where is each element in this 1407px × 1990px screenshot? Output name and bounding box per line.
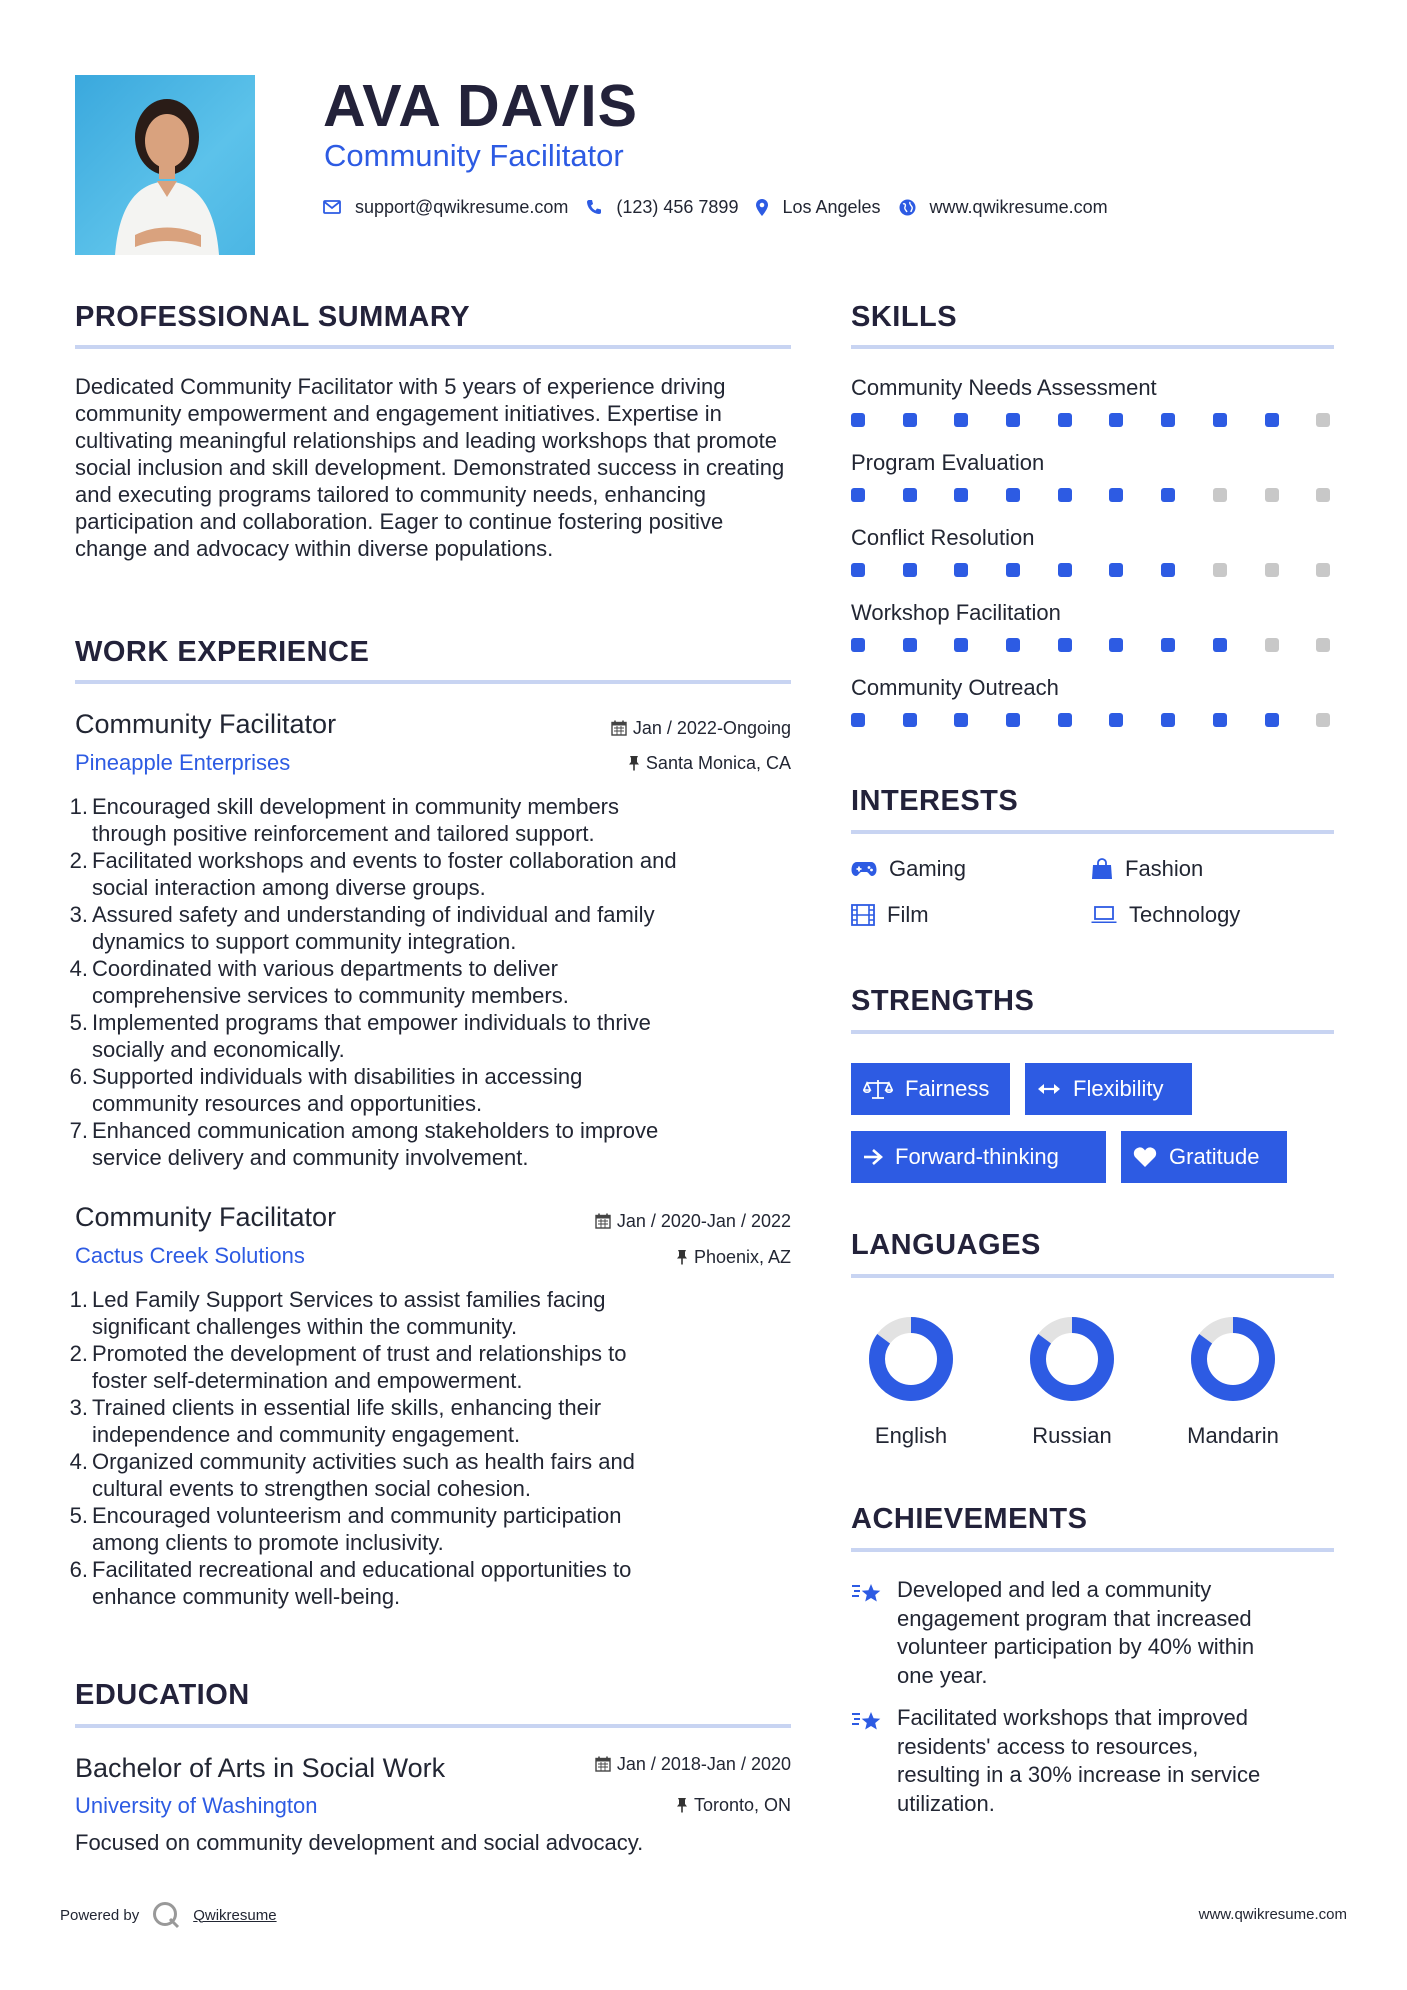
skill-dot-filled [903, 563, 917, 577]
footer-site[interactable]: www.qwikresume.com [1198, 1906, 1347, 1923]
skill-dot-filled [1058, 488, 1072, 502]
skill-name: Program Evaluation [851, 450, 1045, 475]
skill-dot-empty [1265, 488, 1279, 502]
skill-dot-filled [851, 563, 865, 577]
skill-dot-empty [1316, 563, 1330, 577]
summary-heading: PROFESSIONAL SUMMARY [75, 301, 471, 333]
education-date [440, 1752, 791, 1776]
list-item: 5. Encouraged volunteerism and community participation among clients to promote inclusivity. [69, 1503, 622, 1555]
skill-dot-filled [1006, 713, 1020, 727]
skill-dot-filled [954, 563, 968, 577]
footer-powered-by [60, 1900, 277, 1930]
achievement-1-line-4: one year. [897, 1662, 988, 1688]
job-1-bullets [68, 793, 798, 1171]
phone-icon [586, 199, 602, 215]
star-shooting-icon [851, 1708, 883, 1736]
skill-dot-filled [1058, 413, 1072, 427]
skill-dot-empty [1265, 563, 1279, 577]
contact-phone-text: (123) 456 7899 [616, 196, 739, 217]
powered-by-text: Powered by [60, 1906, 140, 1924]
skill-dot-filled [1109, 488, 1123, 502]
thumbtack-icon [676, 1797, 688, 1813]
skill-dot-filled [903, 413, 917, 427]
skill-dot-filled [1213, 638, 1227, 652]
job-2-date-text: Jan / 2020-Jan / 2022 [616, 1211, 791, 1231]
arrows-horizontal-icon [1037, 1082, 1061, 1096]
job-2-location-text: Phoenix, AZ [693, 1247, 791, 1267]
language-name: Russian [1032, 1423, 1112, 1448]
arrow-right-icon [863, 1148, 883, 1166]
interest-film [851, 902, 929, 928]
thumbtack-icon [676, 1249, 688, 1265]
laptop-icon [1091, 906, 1117, 924]
job-1-location-text: Santa Monica, CA [645, 753, 791, 773]
interest-fashion [1091, 856, 1203, 882]
job-2-location [440, 1245, 791, 1269]
job-1-company: Pineapple Enterprises [75, 750, 291, 775]
contact-website[interactable] [899, 197, 1108, 218]
education-rule [75, 1724, 791, 1728]
skill-dot-filled [954, 488, 968, 502]
contact-location [756, 197, 880, 218]
language-name: English [874, 1423, 948, 1448]
skill-name: Workshop Facilitation [851, 600, 1061, 625]
skill-dot-filled [1109, 413, 1123, 427]
skill-dot-filled [1006, 488, 1020, 502]
contact-email[interactable] [323, 197, 568, 218]
skill-dot-filled [1161, 713, 1175, 727]
summary-rule [75, 345, 791, 349]
achievement-1-line-1: Developed and led a community [897, 1577, 1212, 1602]
skill-dot-filled [1265, 413, 1279, 427]
list-item: 2. Promoted the development of trust and relationships to foster self-determination and empowerment. [69, 1341, 627, 1393]
skill-dot-filled [1265, 713, 1279, 727]
education-school: University of Washington [75, 1793, 318, 1818]
interest-fashion-label: Fashion [1125, 856, 1204, 881]
language-item [1002, 1314, 1142, 1449]
skill-dot-filled [954, 413, 968, 427]
list-item: 3. Assured safety and understanding of individual and family dynamics to support community integration. [69, 902, 655, 954]
interest-gaming-label: Gaming [889, 856, 967, 881]
shopping-bag-icon [1091, 858, 1113, 880]
skill-dot-filled [903, 488, 917, 502]
candidate-title: Community Facilitator [324, 138, 624, 173]
interest-technology-label: Technology [1129, 902, 1241, 927]
achievement-2-line-4: utilization. [897, 1790, 995, 1816]
skill-name: Community Needs Assessment [851, 375, 1157, 400]
skill-dot-filled [851, 488, 865, 502]
strength-flexibility-label: Flexibility [1073, 1076, 1164, 1101]
skill-item [851, 374, 1341, 449]
map-marker-icon [756, 199, 768, 216]
skill-dot-filled [1058, 563, 1072, 577]
star-shooting-icon [851, 1580, 883, 1608]
language-ring [841, 1314, 981, 1404]
skill-rating [851, 563, 1341, 577]
list-item: 6. Supported individuals with disabilities in accessing community resources and opportunities. [69, 1064, 583, 1116]
interest-film-label: Film [887, 902, 929, 927]
skills-rule [851, 345, 1334, 349]
interests-heading: INTERESTS [851, 785, 1019, 817]
skill-name: Community Outreach [851, 675, 1059, 700]
language-ring [1002, 1314, 1142, 1404]
skill-item [851, 674, 1341, 749]
skill-dot-filled [1058, 638, 1072, 652]
education-location-text: Toronto, ON [693, 1795, 791, 1815]
list-item: 3. Trained clients in essential life skills, enhancing their independence and community engagement. [69, 1395, 602, 1447]
language-item [1163, 1314, 1303, 1449]
strengths-rule [851, 1030, 1334, 1034]
skill-rating [851, 638, 1341, 652]
list-item: 2. Facilitated workshops and events to foster collaboration and social interaction among diverse groups. [69, 848, 677, 900]
strength-fairness [851, 1063, 1010, 1115]
interest-technology [1091, 902, 1240, 928]
achievement-1 [851, 1576, 1341, 1690]
strength-fairness-label: Fairness [905, 1076, 990, 1101]
job-2-company: Cactus Creek Solutions [75, 1243, 305, 1268]
job-2-title: Community Facilitator [75, 1202, 337, 1232]
contact-phone[interactable] [586, 197, 738, 218]
job-2-date [440, 1209, 791, 1233]
achievement-1-line-3: volunteer participation by 40% within [897, 1634, 1255, 1659]
skill-dot-filled [1109, 563, 1123, 577]
language-item [841, 1314, 981, 1449]
skill-rating [851, 488, 1341, 502]
strength-gratitude-label: Gratitude [1169, 1144, 1260, 1169]
skill-dot-filled [1161, 413, 1175, 427]
achievement-2-line-2: residents' access to resources, [897, 1733, 1199, 1759]
strength-forward-thinking [851, 1131, 1106, 1183]
skill-rating [851, 713, 1341, 727]
thumbtack-icon [628, 755, 640, 771]
list-item: 1. Led Family Support Services to assist families facing significant challenges within the community. [69, 1287, 606, 1339]
language-ring [1163, 1314, 1303, 1404]
contact-bar [323, 193, 1112, 221]
profile-photo [75, 75, 255, 255]
experience-heading: WORK EXPERIENCE [75, 636, 370, 668]
strength-flexibility [1025, 1063, 1192, 1115]
summary-text: Dedicated Community Facilitator with 5 years of experience driving community empowerment and engagement initiatives. Expertise in cultivating meaningful relationships and leading workshops that promote social inclusion and skill development. Demonstrated success in creating and executing programs tailored to community needs, enhancing participation and collaboration. Eager to continue fostering positive change and advocacy within diverse populations. [75, 374, 785, 561]
skill-dot-filled [1006, 563, 1020, 577]
gamepad-icon [851, 861, 877, 877]
skills-list [851, 374, 1341, 749]
contact-website-text: www.qwikresume.com [929, 196, 1108, 217]
calendar-icon [595, 1756, 611, 1772]
skills-heading: SKILLS [851, 301, 958, 333]
languages-list [841, 1314, 1341, 1454]
skill-dot-filled [851, 638, 865, 652]
globe-icon [899, 199, 916, 216]
skill-item [851, 449, 1341, 524]
skill-dot-filled [1109, 713, 1123, 727]
balance-scale-icon [863, 1078, 893, 1100]
language-name: Mandarin [1187, 1423, 1279, 1448]
skill-dot-filled [1006, 638, 1020, 652]
strength-gratitude [1121, 1131, 1287, 1183]
education-date-text: Jan / 2018-Jan / 2020 [616, 1754, 791, 1774]
skill-dot-filled [1109, 638, 1123, 652]
job-2-bullets [68, 1286, 798, 1610]
skill-item [851, 524, 1341, 599]
calendar-icon [595, 1213, 611, 1229]
skill-dot-empty [1316, 638, 1330, 652]
skill-name: Conflict Resolution [851, 525, 1035, 550]
skill-dot-filled [954, 713, 968, 727]
skill-dot-filled [1161, 488, 1175, 502]
envelope-icon [323, 200, 341, 214]
skill-dot-empty [1213, 563, 1227, 577]
job-1-title: Community Facilitator [75, 709, 337, 739]
education-heading: EDUCATION [75, 1679, 250, 1711]
list-item: 6. Facilitated recreational and educational opportunities to enhance community well-being. [69, 1557, 632, 1609]
languages-rule [851, 1274, 1334, 1278]
list-item: 7. Enhanced communication among stakeholders to improve service delivery and community involvement. [69, 1118, 659, 1170]
achievement-2-line-3: resulting in a 30% increase in service [897, 1762, 1261, 1787]
achievement-1-line-2: engagement program that increased [897, 1605, 1252, 1631]
candidate-name: AVA DAVIS [323, 73, 638, 139]
education-note: Focused on community development and social advocacy. [75, 1830, 644, 1855]
list-item: 4. Organized community activities such as health fairs and cultural events to strengthen social cohesion. [69, 1449, 635, 1501]
skill-dot-filled [1161, 638, 1175, 652]
list-item: 1. Encouraged skill development in community members through positive reinforcement and tailored support. [69, 794, 620, 846]
skill-dot-filled [903, 713, 917, 727]
skill-dot-filled [851, 413, 865, 427]
skill-dot-empty [1316, 713, 1330, 727]
contact-location-text: Los Angeles [782, 196, 881, 217]
skill-dot-filled [1161, 563, 1175, 577]
skill-dot-filled [851, 713, 865, 727]
skill-dot-empty [1265, 638, 1279, 652]
qwikresume-logo-icon [151, 1900, 181, 1930]
calendar-icon [611, 720, 627, 736]
job-1-date [440, 716, 791, 740]
education-degree: Bachelor of Arts in Social Work [75, 1753, 446, 1783]
job-1-date-text: Jan / 2022-Ongoing [632, 718, 791, 738]
skill-item [851, 599, 1341, 674]
skill-rating [851, 413, 1341, 427]
list-item: 4. Coordinated with various departments to deliver comprehensive services to community members. [69, 956, 569, 1008]
strength-forward-thinking-label: Forward-thinking [895, 1144, 1059, 1169]
interest-gaming [851, 856, 966, 882]
skill-dot-filled [1213, 713, 1227, 727]
skill-dot-empty [1316, 413, 1330, 427]
skill-dot-filled [954, 638, 968, 652]
skill-dot-filled [1058, 713, 1072, 727]
brand-link[interactable]: Qwikresume [193, 1906, 277, 1924]
heart-icon [1133, 1146, 1157, 1168]
skill-dot-empty [1213, 488, 1227, 502]
achievements-heading: ACHIEVEMENTS [851, 1503, 1088, 1535]
interests-rule [851, 830, 1334, 834]
strengths-heading: STRENGTHS [851, 985, 1035, 1017]
skill-dot-filled [1213, 413, 1227, 427]
achievement-2 [851, 1704, 1341, 1818]
contact-email-text: support@qwikresume.com [355, 196, 569, 217]
job-1-location [440, 751, 791, 775]
skill-dot-filled [1006, 413, 1020, 427]
skill-dot-filled [903, 638, 917, 652]
achievement-2-line-1: Facilitated workshops that improved [897, 1705, 1248, 1730]
achievements-rule [851, 1548, 1334, 1552]
list-item: 5. Implemented programs that empower individuals to thrive socially and economically. [69, 1010, 651, 1062]
languages-heading: LANGUAGES [851, 1229, 1041, 1261]
film-icon [851, 904, 875, 926]
experience-rule [75, 680, 791, 684]
skill-dot-empty [1316, 488, 1330, 502]
education-location [440, 1793, 791, 1817]
